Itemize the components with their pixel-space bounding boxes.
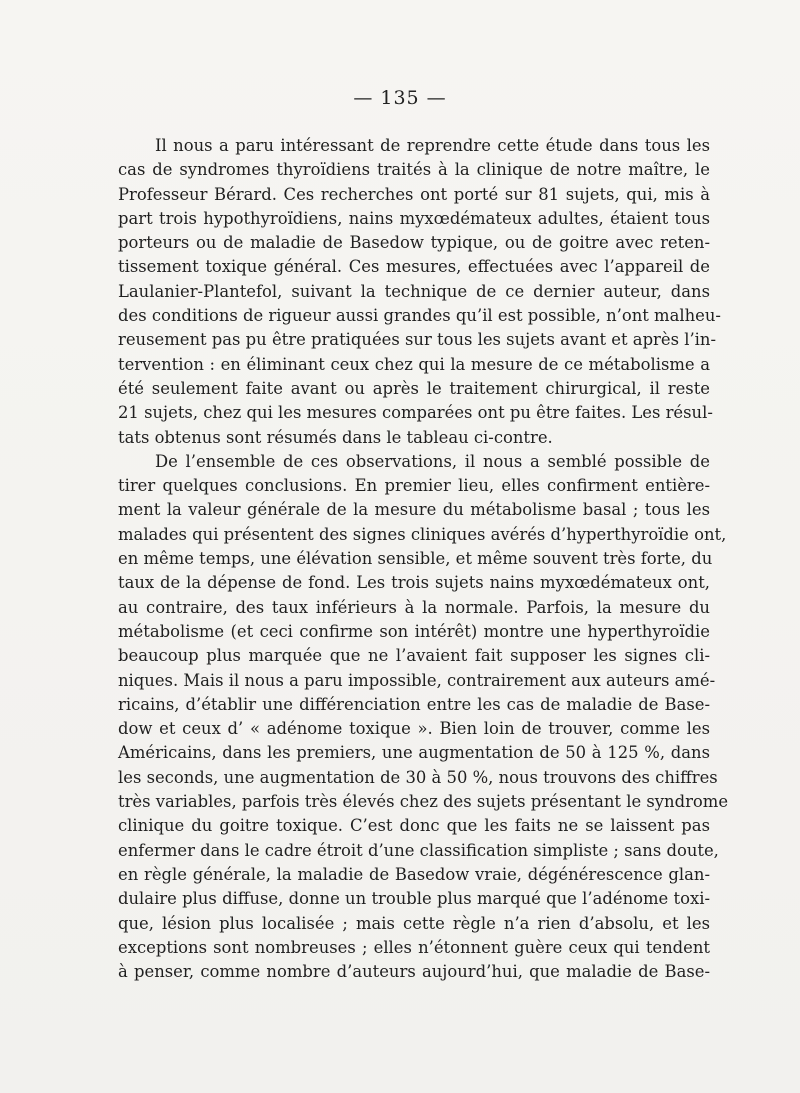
- paragraph-1: [118, 134, 721, 450]
- text-line: niques. Mais il nous a paru impossible, contrairement aux auteurs amé-: [118, 670, 716, 690]
- text-line: Il nous a paru intéressant de reprendre cette étude dans tous les: [155, 136, 710, 155]
- text-line: ment la valeur générale de la mesure du métabolisme basal ; tous les: [118, 500, 710, 520]
- paragraph-2: [118, 450, 729, 985]
- text-line: des conditions de rigueur aussi grandes qu’il est possible, n’ont malheu-: [118, 306, 721, 326]
- text-line: porteurs ou de maladie de Basedow typique, ou de goitre avec reten-: [118, 233, 710, 253]
- text-line: Professeur Bérard. Ces recherches ont porté sur 81 sujets, qui, mis à: [118, 184, 710, 204]
- text-line: tervention : en éliminant ceux chez qui la mesure de ce métabolisme a: [118, 354, 710, 374]
- text-line: part trois hypothyroïdiens, nains myxœdémateux adultes, étaient tous: [118, 208, 710, 228]
- text-line: dow et ceux d’ « adénome toxique ». Bien loin de trouver, comme les: [118, 719, 710, 739]
- text-line: métabolisme (et ceci confirme son intérêt) montre une hyperthyroïdie: [118, 621, 710, 641]
- text-line: tirer quelques conclusions. En premier lieu, elles confirment entière-: [118, 476, 710, 496]
- text-line: clinique du goitre toxique. C’est donc que les faits ne se laissent pas: [118, 816, 710, 836]
- text-line: que, lésion plus localisée ; mais cette règle n’a rien d’absolu, et les: [118, 913, 710, 933]
- text-line: au contraire, des taux inférieurs à la normale. Parfois, la mesure du: [118, 597, 710, 617]
- text-line: été seulement faite avant ou après le traitement chirurgical, il reste: [118, 378, 710, 398]
- text-line: tissement toxique général. Ces mesures, effectuées avec l’appareil de: [118, 257, 710, 277]
- text-line: malades qui présentent des signes cliniques avérés d’hyperthyroïdie ont,: [118, 524, 727, 544]
- text-line: dulaire plus diffuse, donne un trouble plus marqué que l’adénome toxi-: [118, 889, 710, 909]
- text-line: très variables, parfois très élevés chez des sujets présentant le syndrome: [118, 792, 729, 812]
- text-line: reusement pas pu être pratiquées sur tous les sujets avant et après l’in-: [118, 330, 717, 350]
- text-line: cas de syndromes thyroïdiens traités à la clinique de notre maître, le: [118, 160, 710, 180]
- text-line: Laulanier-Plantefol, suivant la technique de ce dernier auteur, dans: [118, 281, 710, 301]
- text-line: les seconds, une augmentation de 30 à 50 %, nous trouvons des chiffres: [118, 767, 718, 787]
- text-line: tats obtenus sont résumés dans le tableau ci-contre.: [118, 427, 553, 447]
- text-line: en même temps, une élévation sensible, et même souvent très forte, du: [118, 549, 713, 569]
- page-number: — 135 —: [353, 87, 447, 109]
- text-line: De l’ensemble de ces observations, il nous a semblé possible de: [155, 451, 710, 471]
- text-line: beaucoup plus marquée que ne l’avaient fait supposer les signes cli-: [118, 646, 710, 666]
- text-line: enfermer dans le cadre étroit d’une classification simpliste ; sans doute,: [118, 840, 719, 860]
- body-text: [118, 134, 729, 984]
- text-line: taux de la dépense de fond. Les trois sujets nains myxœdémateux ont,: [118, 573, 710, 593]
- text-line: Américains, dans les premiers, une augmentation de 50 à 125 %, dans: [118, 743, 710, 763]
- text-line: exceptions sont nombreuses ; elles n’étonnent guère ceux qui tendent: [118, 937, 710, 957]
- text-line: en règle générale, la maladie de Basedow vraie, dégénérescence glan-: [118, 864, 710, 884]
- text-line: à penser, comme nombre d’auteurs aujourd’hui, que maladie de Base-: [118, 962, 710, 982]
- text-line: 21 sujets, chez qui les mesures comparées ont pu être faites. Les résul-: [118, 403, 713, 423]
- text-line: ricains, d’établir une différenciation entre les cas de maladie de Base-: [118, 694, 710, 714]
